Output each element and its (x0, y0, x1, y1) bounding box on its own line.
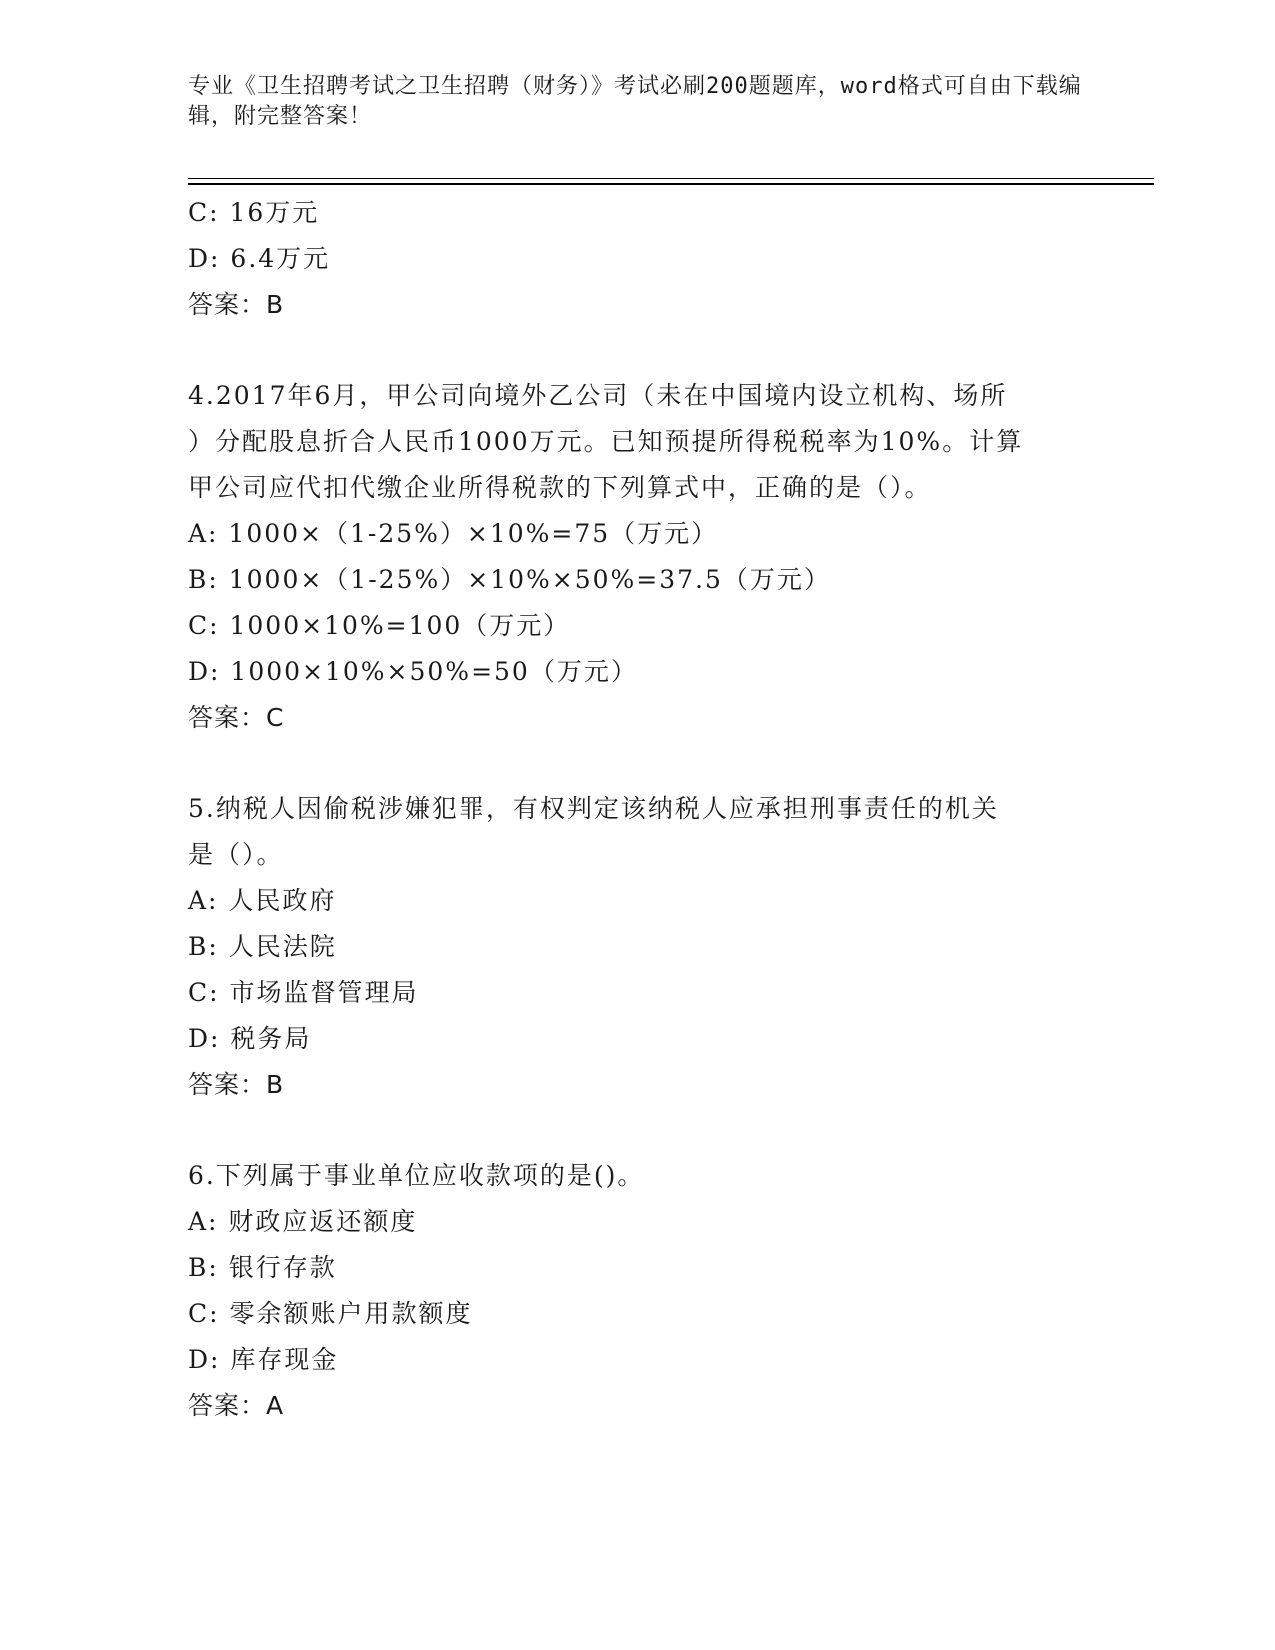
question-text: 是（）。 (188, 840, 284, 869)
answer: 答案：C (188, 703, 285, 732)
answer: 答案：B (188, 290, 285, 319)
question-text: ）分配股息折合人民币1000万元。已知预提所得税税率为10%。计算 (188, 427, 1024, 456)
option: D: 税务局 (188, 1024, 312, 1053)
question-text: 甲公司应代扣代缴企业所得税款的下列算式中，正确的是（）。 (188, 473, 932, 502)
header-divider (188, 178, 1154, 179)
option: D: 6.4万元 (188, 244, 331, 273)
question-block (188, 786, 1088, 1108)
question-text: 4.2017年6月，甲公司向境外乙公司（未在中国境内设立机构、场所 (188, 381, 1008, 410)
option: C: 1000×10%=100（万元） (188, 611, 571, 640)
question-text: 6.下列属于事业单位应收款项的是()。 (188, 1161, 645, 1190)
option: B: 人民法院 (188, 932, 337, 961)
option: D: 1000×10%×50%=50（万元） (188, 657, 638, 686)
question-list (188, 190, 1088, 1429)
document-header: 专业《卫生招聘考试之卫生招聘（财务）》考试必刷200题题库，word格式可自由下载编辑，附完整答案！ (188, 74, 1082, 129)
option: B: 银行存款 (188, 1253, 337, 1282)
question-text: 5.纳税人因偷税涉嫌犯罪，有权判定该纳税人应承担刑事责任的机关 (188, 794, 999, 823)
answer: 答案：B (188, 1070, 285, 1099)
option: C: 市场监督管理局 (188, 978, 419, 1007)
option: B: 1000×（1-25%）×10%×50%=37.5（万元） (188, 565, 831, 594)
answer: 答案：A (188, 1391, 285, 1420)
option: C: 16万元 (188, 198, 320, 227)
option: C: 零余额账户用款额度 (188, 1299, 473, 1328)
option: A: 人民政府 (188, 886, 337, 915)
question-block (188, 190, 1088, 328)
header-divider-thick (188, 183, 1154, 185)
question-block (188, 373, 1088, 741)
option: A: 财政应返还额度 (188, 1207, 418, 1236)
question-block (188, 1153, 1088, 1429)
option: A: 1000×（1-25%）×10%=75（万元） (188, 519, 719, 548)
option: D: 库存现金 (188, 1345, 339, 1374)
